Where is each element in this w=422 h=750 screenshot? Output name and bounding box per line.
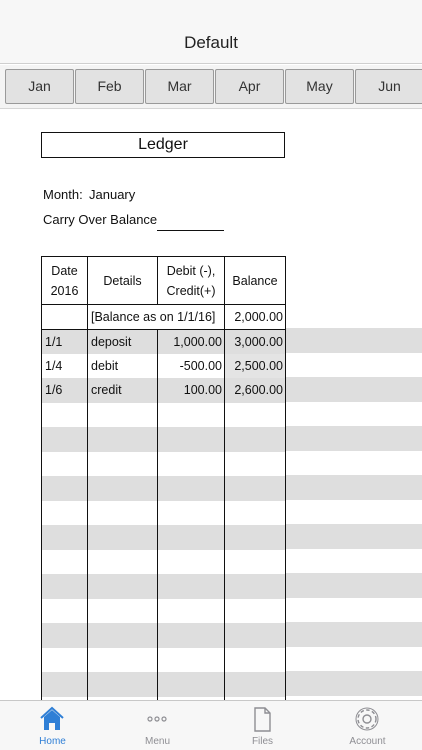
tab-account[interactable] xyxy=(315,701,420,750)
cell-details[interactable]: deposit xyxy=(88,329,158,354)
cell-amount[interactable] xyxy=(158,452,225,477)
cell-date[interactable] xyxy=(42,550,88,575)
cell-date[interactable] xyxy=(42,599,88,624)
cell-date[interactable] xyxy=(42,672,88,697)
table-row[interactable] xyxy=(42,452,286,477)
table-row[interactable] xyxy=(42,623,286,648)
more-dots-icon xyxy=(143,705,171,733)
cell-balance[interactable] xyxy=(225,427,286,452)
cell-details[interactable] xyxy=(88,452,158,477)
cell-date[interactable] xyxy=(42,427,88,452)
tab-menu[interactable] xyxy=(105,701,210,750)
page-title: Default xyxy=(184,33,238,52)
cell-details[interactable]: debit xyxy=(88,354,158,379)
cell-balance[interactable] xyxy=(225,623,286,648)
tab-month-feb[interactable]: Feb xyxy=(75,69,144,104)
cell-details[interactable] xyxy=(88,599,158,624)
gear-icon xyxy=(353,705,381,733)
column-header-amount: Debit (-), Credit(+) xyxy=(158,257,225,305)
tab-menu-label: Menu xyxy=(144,736,170,747)
cell-details[interactable] xyxy=(88,403,158,428)
cell-balance[interactable]: 3,000.00 xyxy=(225,329,286,354)
cell-balance[interactable] xyxy=(225,599,286,624)
cell-date[interactable] xyxy=(42,623,88,648)
cell-details[interactable] xyxy=(88,476,158,501)
tab-home-label: Home xyxy=(39,736,66,747)
column-header-date: Date 2016 xyxy=(42,257,88,305)
cell-date[interactable] xyxy=(42,305,88,330)
row-shade-extension xyxy=(285,622,422,647)
row-shade-extension xyxy=(285,426,422,451)
month-label: Month: xyxy=(43,187,83,202)
row-shade-extension xyxy=(285,524,422,549)
cell-amount[interactable]: -500.00 xyxy=(158,354,225,379)
cell-amount[interactable] xyxy=(158,623,225,648)
cell-details[interactable] xyxy=(88,574,158,599)
document-icon xyxy=(248,705,276,733)
cell-amount[interactable] xyxy=(158,403,225,428)
table-header-row xyxy=(42,257,286,305)
ledger-title: Ledger xyxy=(41,132,285,158)
row-shade-extension xyxy=(285,671,422,696)
ledger-table xyxy=(41,256,286,700)
table-row[interactable] xyxy=(42,672,286,697)
cell-amount[interactable] xyxy=(158,648,225,673)
cell-details[interactable] xyxy=(88,501,158,526)
tab-home[interactable] xyxy=(0,701,105,750)
cell-date[interactable] xyxy=(42,648,88,673)
cell-balance[interactable]: 2,600.00 xyxy=(225,378,286,403)
table-row[interactable] xyxy=(42,378,286,403)
cell-details[interactable]: credit xyxy=(88,378,158,403)
cell-balance[interactable] xyxy=(225,550,286,575)
carry-over-label: Carry Over Balance xyxy=(43,212,158,227)
ledger-sheet[interactable] xyxy=(0,110,422,700)
cell-date[interactable] xyxy=(42,403,88,428)
navigation-bar xyxy=(0,0,422,64)
table-row[interactable] xyxy=(42,599,286,624)
cell-date[interactable] xyxy=(42,574,88,599)
cell-balance[interactable] xyxy=(225,452,286,477)
tab-files-label: Files xyxy=(251,736,274,747)
table-row[interactable] xyxy=(42,476,286,501)
row-shade-extension xyxy=(285,377,422,402)
tab-account-label: Account xyxy=(349,736,386,747)
row-shade-extension xyxy=(285,475,422,500)
cell-date[interactable]: 1/1 xyxy=(42,329,88,354)
cell-date[interactable] xyxy=(42,525,88,550)
table-row[interactable] xyxy=(42,550,286,575)
table-row[interactable] xyxy=(42,525,286,550)
cell-balance[interactable] xyxy=(225,476,286,501)
tab-files[interactable] xyxy=(210,701,315,750)
table-row[interactable] xyxy=(42,354,286,379)
cell-details[interactable] xyxy=(88,648,158,673)
row-shade-extension xyxy=(285,573,422,598)
cell-balance[interactable] xyxy=(225,501,286,526)
cell-balance[interactable] xyxy=(225,672,286,697)
month-value[interactable]: January xyxy=(89,187,136,202)
home-icon xyxy=(38,705,66,733)
cell-amount[interactable]: 100.00 xyxy=(158,378,225,403)
bottom-tab-bar xyxy=(0,700,422,750)
cell-amount[interactable] xyxy=(158,599,225,624)
month-tab-strip[interactable] xyxy=(0,65,422,109)
cell-date[interactable]: 1/4 xyxy=(42,354,88,379)
cell-details[interactable] xyxy=(88,672,158,697)
row-shade-extension xyxy=(285,328,422,353)
cell-date[interactable] xyxy=(42,452,88,477)
table-row[interactable] xyxy=(42,403,286,428)
column-header-balance: Balance xyxy=(225,257,286,305)
cell-amount[interactable] xyxy=(158,672,225,697)
tab-month-apr[interactable]: Apr xyxy=(215,69,284,104)
column-header-details: Details xyxy=(88,257,158,305)
cell-details[interactable] xyxy=(88,427,158,452)
cell-date[interactable] xyxy=(42,476,88,501)
cell-balance[interactable]: 2,500.00 xyxy=(225,354,286,379)
carry-over-input[interactable] xyxy=(157,230,224,231)
cell-opening-balance[interactable]: 2,000.00 xyxy=(225,305,286,330)
cell-amount[interactable] xyxy=(158,501,225,526)
cell-amount[interactable] xyxy=(158,525,225,550)
table-row[interactable] xyxy=(42,648,286,673)
cell-amount[interactable]: 1,000.00 xyxy=(158,329,225,354)
cell-balance[interactable] xyxy=(225,403,286,428)
table-row[interactable] xyxy=(42,427,286,452)
cell-balance[interactable] xyxy=(225,648,286,673)
cell-amount[interactable] xyxy=(158,476,225,501)
table-row[interactable] xyxy=(42,501,286,526)
cell-date[interactable] xyxy=(42,501,88,526)
cell-balance[interactable] xyxy=(225,574,286,599)
table-row[interactable] xyxy=(42,574,286,599)
cell-date[interactable]: 1/6 xyxy=(42,378,88,403)
cell-amount[interactable] xyxy=(158,574,225,599)
tab-month-may[interactable]: May xyxy=(285,69,354,104)
tab-month-jun[interactable]: Jun xyxy=(355,69,422,104)
table-row[interactable] xyxy=(42,329,286,354)
cell-details[interactable] xyxy=(88,623,158,648)
cell-opening-details[interactable]: [Balance as on 1/1/16] xyxy=(88,305,225,330)
tab-month-mar[interactable]: Mar xyxy=(145,69,214,104)
cell-details[interactable] xyxy=(88,525,158,550)
tab-month-jan[interactable]: Jan xyxy=(5,69,74,104)
opening-balance-row[interactable] xyxy=(42,305,286,330)
cell-amount[interactable] xyxy=(158,427,225,452)
cell-balance[interactable] xyxy=(225,525,286,550)
cell-details[interactable] xyxy=(88,550,158,575)
cell-amount[interactable] xyxy=(158,550,225,575)
